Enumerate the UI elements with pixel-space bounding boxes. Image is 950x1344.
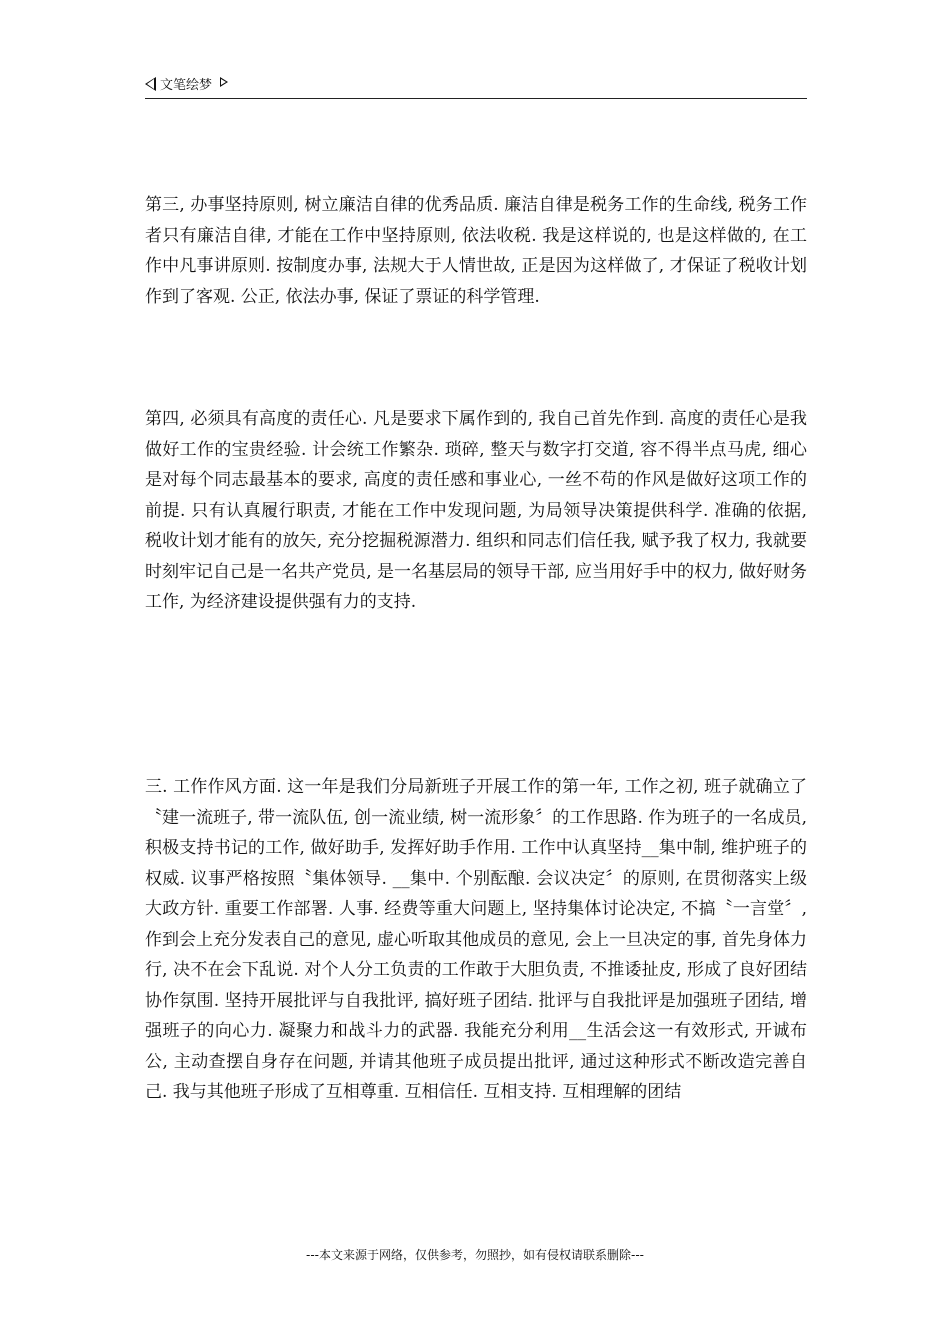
brand bbox=[145, 74, 228, 93]
paragraph-fourth-point: 第四, 必须具有高度的责任心. 凡是要求下属作到的, 我自己首先作到. 高度的责任心是我做好工作的宝贵经验. 计会统工作繁杂. 琐碎, 整天与数字打交道, 容不得半点马虎, 细心是对每个同志最基本的要求, 高度的责任感和事业心, 一丝不苟的作风是做好这项工作的前提. 只有认真履行职责, 才能在工作中发现问题, 为局领导决策提供科学. 准确的依据, 税收计划才能有的放矢, 充分挖掘税源潜力. 组织和同志们信任我, 赋予我了权力, 我就要时刻牢记自己是一名共产党员, 是一名基层局的领导干部, 应当用好手中的权力, 做好财务工作, 为经济建设提供强有力的支持. bbox=[145, 409, 807, 612]
triangle-right-icon bbox=[220, 77, 228, 87]
paragraph-third-point: 第三, 办事坚持原则, 树立廉洁自律的优秀品质. 廉洁自律是税务工作的生命线, 税务工作者只有廉洁自律, 才能在工作中坚持原则, 依法收税. 我是这样说的, 也是这样做的, 在工作中凡事讲原则. 按制度办事, 法规大于人情世故, 正是因为这样做了, 才保证了税收计划作到了客观. 公正, 依法办事, 保证了票证的科学管理. bbox=[145, 195, 807, 307]
triangle-left-icon bbox=[145, 77, 156, 91]
paragraph-work-style: 三. 工作作风方面. 这一年是我们分局新班子开展工作的第一年, 工作之初, 班子就确立了〝建一流班子, 带一流队伍, 创一流业绩, 树一流形象〞的工作思路. 作为班子的一名成员, 积极支持书记的工作, 做好助手, 发挥好助手作用. 工作中认真坚持__集中制, 维护班子的权威. 议事严格按照〝集体领导. __集中. 个别酝酿. 会议决定〞的原则, 在贯彻落实上级大政方针. 重要工作部署. 人事. 经费等重大问题上, 坚持集体讨论决定, 不搞〝一言堂〞, 作到会上充分发表自己的意见, 虚心听取其他成员的意见, 会上一旦决定的事, 首先身体力行, 决不在会下乱说. 对个人分工负责的工作敢于大胆负责, 不推诿扯皮, 形成了良好团结协作氛围. 坚持开展批评与自我批评, 搞好班子团结. 批评与自我批评是加强班子团结, 增强班子的向心力. 凝聚力和战斗力的武器. 我能充分利用__生活会这一有效形式, 开诚布公, 主动查摆自身存在问题, 并请其他班子成员提出批评, 通过这种形式不断改造完善自己. 我与其他班子形成了互相尊重. 互相信任. 互相支持. 互相理解的团结 bbox=[145, 777, 807, 1102]
page-header bbox=[145, 72, 807, 99]
brand-label: 文笔绘梦 bbox=[160, 78, 213, 93]
footer-disclaimer: ---本文来源于网络，仅供参考，勿照抄，如有侵权请联系删除--- bbox=[306, 1248, 644, 1262]
